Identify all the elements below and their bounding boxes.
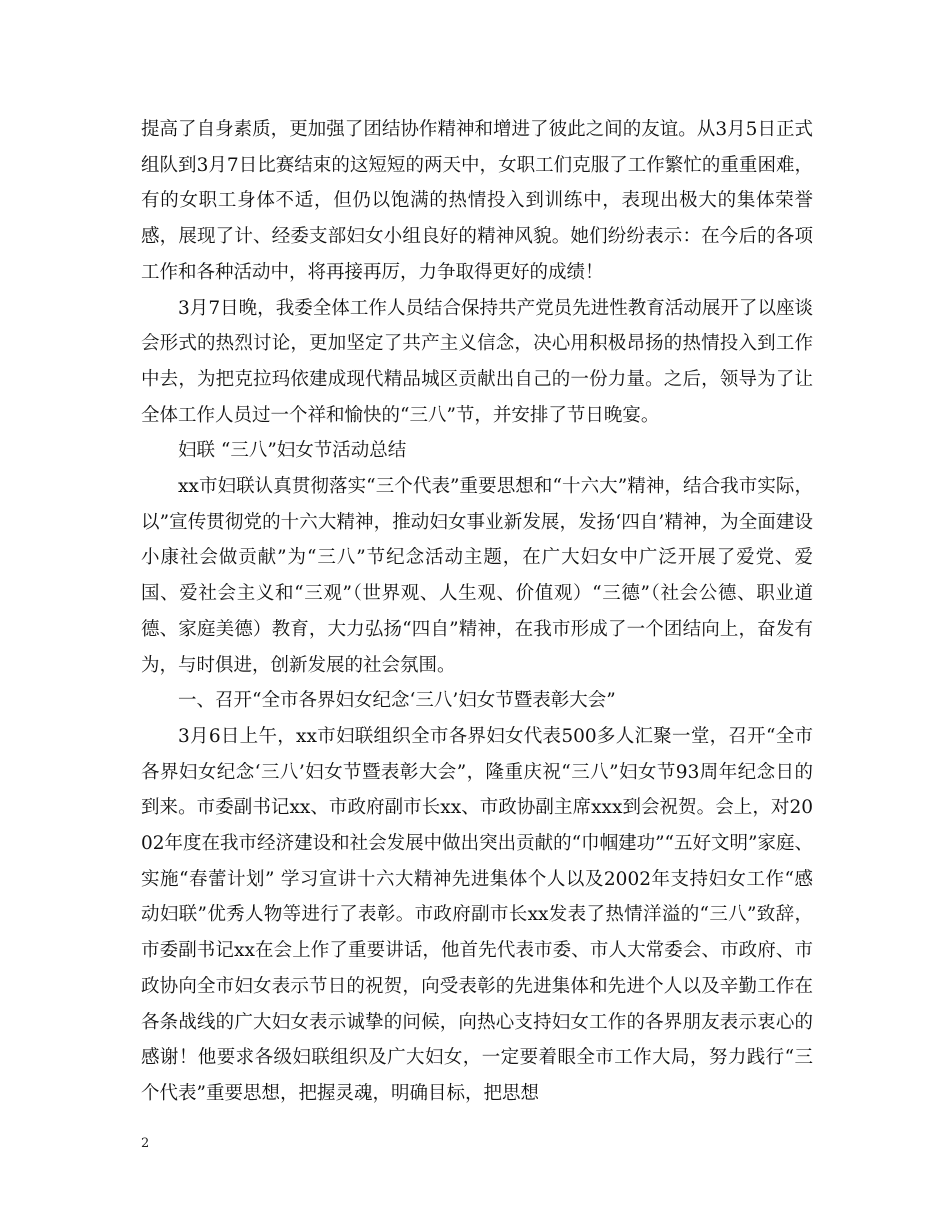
section-title: 妇联 “三八”妇女节活动总结 (178, 440, 407, 462)
paragraph-conference: 3月6日上午，xx市妇联组织全市各界妇女代表500多人汇聚一堂，召开“全市各界妇女纪念‘三八’妇女节暨表彰大会”，隆重庆祝“三八”妇女节93周年纪念日的到来。市委副书记xx、市政府副市长xx、市政协副主席xxx到会祝贺。会上，对2002年度在我市经济建设和社会发展中做出突出贡献的“巾帼建功”“五好文明”家庭、实施“春蕾计划” 学习宣讲十六大精神先进集体个人以及2002年支持妇女工作“感动妇联”优秀人物等进行了表彰。市政府副市长xx发表了热情洋溢的“三八”致辞，市委副书记xx在会上作了重要讲话，他首先代表市委、市人大常委会、市政府、市政协向全市妇女表示节日的祝贺，向受表彰的先进集体和先进个人以及辛勤工作在各条战线的广大妇女表示诚挚的问候，向热心支持妇女工作的各界朋友表示衷心的感谢！他要求各级妇联组织及广大妇女，一定要着眼全市工作大局，努力践行“三个代表”重要思想，把握灵魂，明确目标，把思想 (141, 725, 813, 1104)
section-heading-one: 一、召开“全市各界妇女纪念‘三八’妇女节暨表彰大会” (178, 690, 616, 712)
document-body (141, 112, 813, 1112)
paragraph-summary-intro: xx市妇联认真贯彻落实“三个代表”重要思想和“十六大”精神，结合我市实际，以”宣传贯彻党的十六大精神，推动妇女事业新发展，发扬‘四自’精神，为全面建设小康社会做贡献”为“三八”节纪念活动主题，在广大妇女中广泛开展了爱党、爱国、爱社会主义和“三观”（世界观、人生观、价值观）“三德”（社会公德、职业道德、家庭美德）教育，大力弘扬“四自”精神，在我市形成了一个团结向上，奋发有为，与时俱进，创新发展的社会氛围。 (141, 476, 813, 676)
page-number: 2 (141, 1136, 150, 1151)
paragraph-continuation: 提高了自身素质，更加强了团结协作精神和增进了彼此之间的友谊。从3月5日正式组队到3月7日比赛结束的这短短的两天中，女职工们克服了工作繁忙的重重困难，有的女职工身体不适，但仍以饱满的热情投入到训练中，表现出极大的集体荣誉感，展现了计、经委支部妇女小组良好的精神风貌。她们纷纷表示：在今后的各项工作和各种活动中，将再接再厉，力争取得更好的成绩！ (141, 119, 813, 283)
paragraph-evening-discussion: 3月7日晚，我委全体工作人员结合保持共产党员先进性教育活动展开了以座谈会形式的热烈讨论，更加坚定了共产主义信念，决心用积极昂扬的热情投入到工作中去，为把克拉玛依建成现代精品城区贡献出自己的一份力量。之后，领导为了让全体工作人员过一个祥和愉快的“三八”节，并安排了节日晚宴。 (141, 297, 813, 426)
